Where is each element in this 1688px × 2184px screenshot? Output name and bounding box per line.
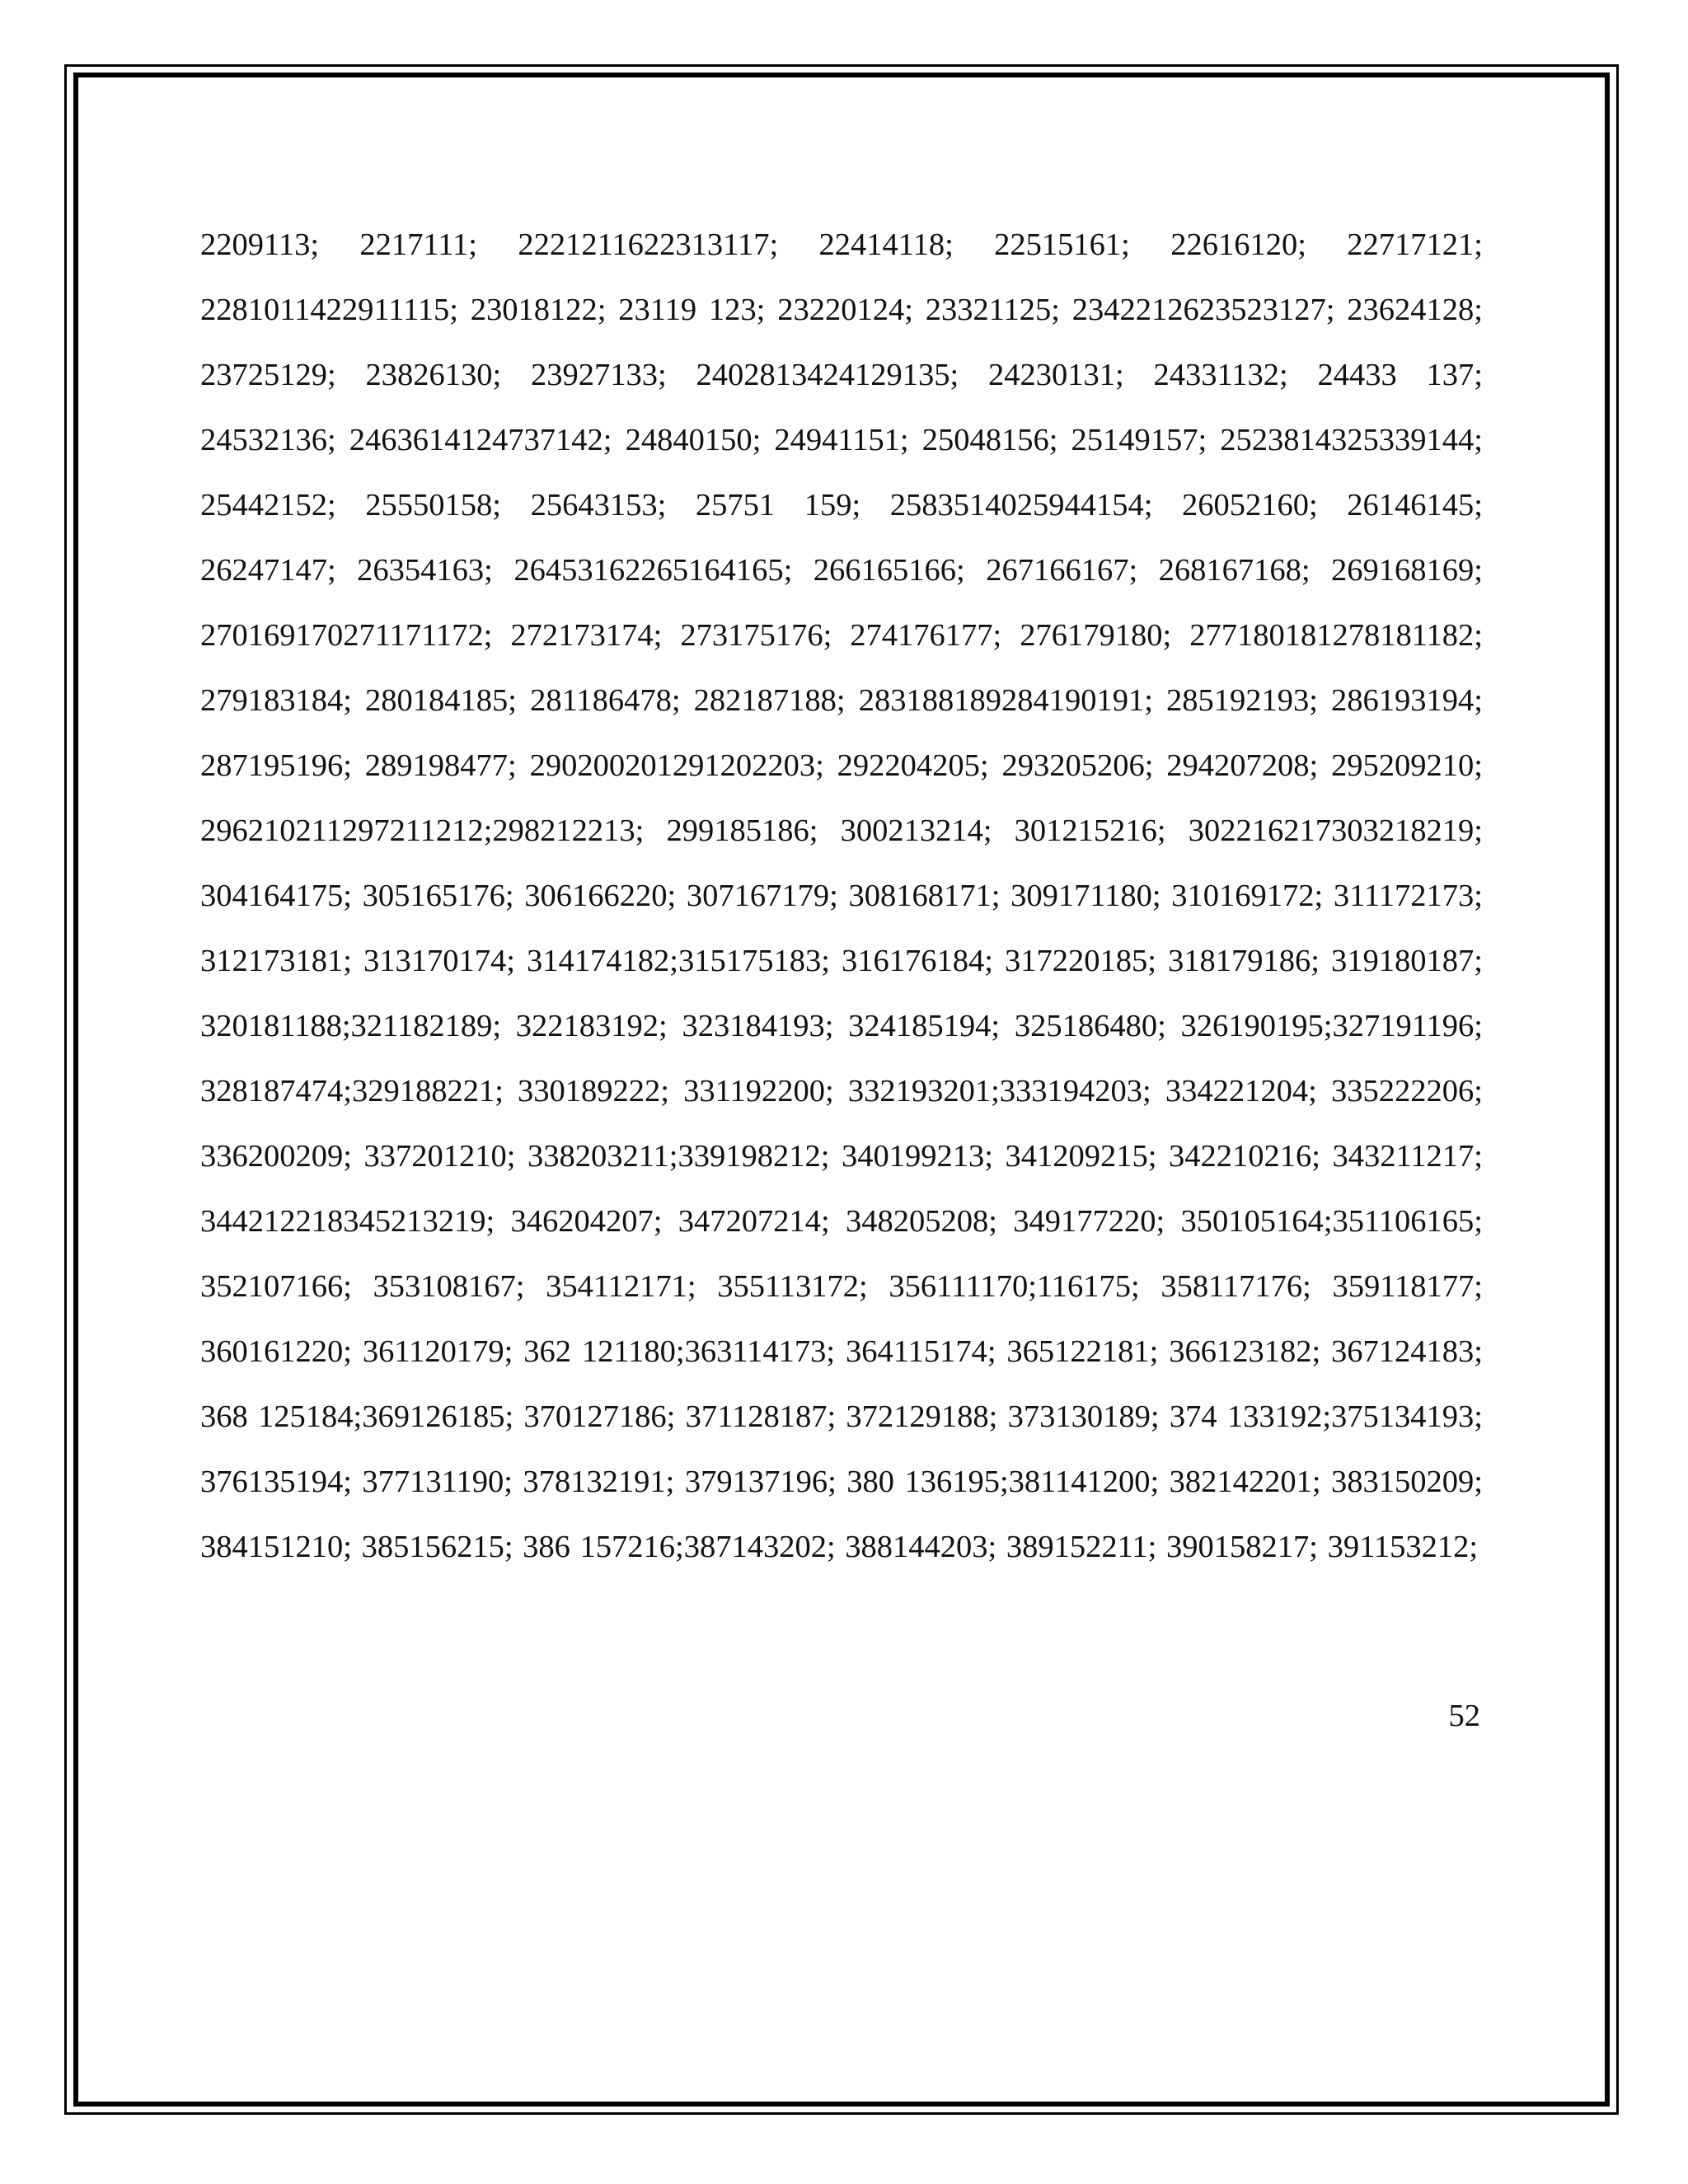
body-text: 2209113; 2217111; 2221211622313117; 22414118; 22515161; 22616120; 22717121; 2281011422911115; 23018122; 23119 123; 23220124; 23321125; 2342212623523127; 23624128; 23725129; 23826130; 23927133; 2402813424129135; 24230131; 24331132; 24433 137; 24532136; 2463614124737142; 24840150; 24941151; 25048156; 25149157; 2523814325339144; 25442152; 25550158; 25643153; 25751 159; 2583514025944154; 26052160; 26146145; 26247147; 26354163; 26453162265164165; 266165166; 267166167; 268167168; 269168169; 270169170271171172; 272173174; 273175176; 274176177; 276179180; 277180181278181182; 279183184; 280184185; 281186478; 282187188; 283188189284190191; 285192193; 286193194; 287195196; 289198477; 290200201291202203; 292204205; 293205206; 294207208; 295209210; 296210211297211212;298212213; 299185186; 300213214; 301215216; 302216217303218219; 304164175; 305165176; 306166220; 307167179; 308168171; 309171180; 310169172; 311172173; 312173181; 313170174; 314174182;315175183; 316176184; 317220185; 318179186; 319180187; 320181188;321182189; 322183192; 323184193; 324185194; 325186480; 326190195;327191196; 328187474;329188221; 330189222; 331192200; 332193201;333194203; 334221204; 335222206; 336200209; 337201210; 338203211;339198212; 340199213; 341209215; 342210216; 343211217; 344212218345213219; 346204207; 347207214; 348205208; 349177220; 350105164;351106165; 352107166; 353108167; 354112171; 355113172; 356111170;116175; 358117176; 359118177; 360161220; 361120179; 362 121180;363114173; 364115174; 365122181; 366123182; 367124183; 368 125184;369126185; 370127186; 371128187; 372129188; 373130189; 374 133192;375134193; 376135194; 377131190; 378132191; 379137196; 380 136195;381141200; 382142201; 383150209; 384151210; 385156215; 386 157216;387143202; 388144203; 389152211; 390158217; 391153212; (200, 227, 1483, 1564)
page-number: 52 (1448, 1699, 1480, 1733)
